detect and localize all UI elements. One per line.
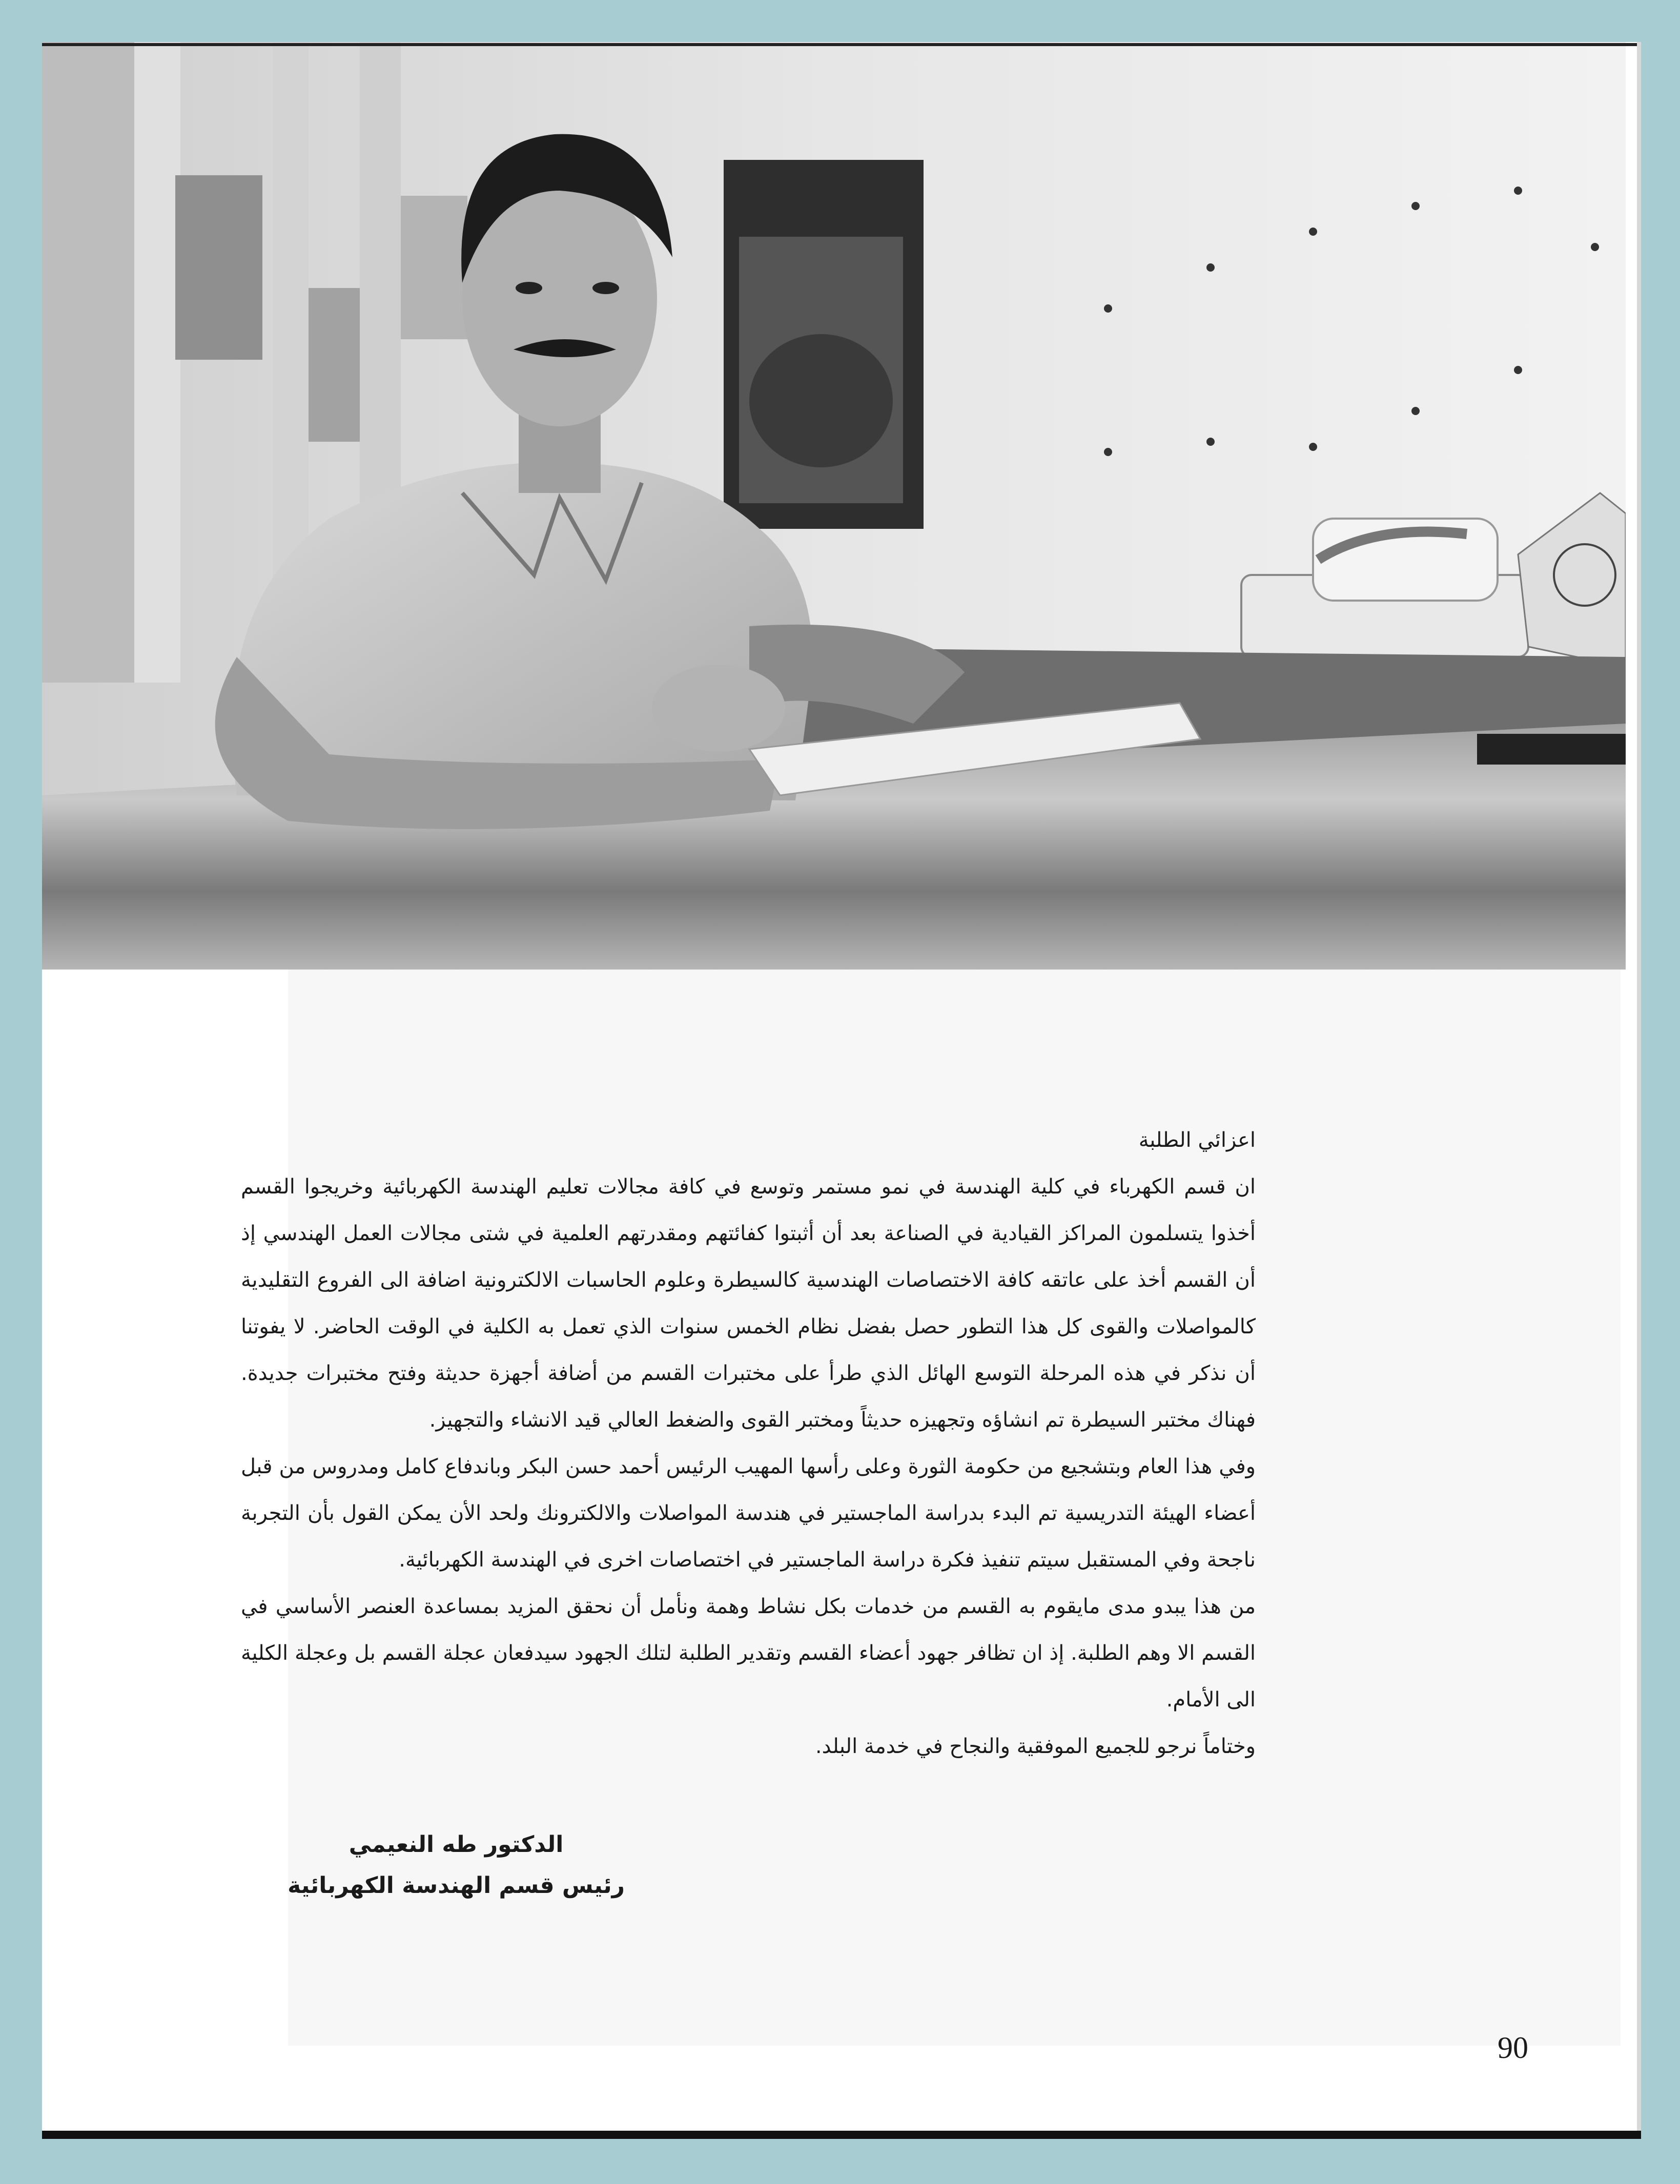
page-number: 90 (1498, 2031, 1528, 2065)
letter-paragraph: وختاماً نرجو للجميع الموفقية والنجاح في خدمة البلد. (815, 1735, 1256, 1758)
page-top-edge (42, 43, 1637, 46)
signature-block (287, 1824, 625, 1906)
scanned-page (42, 42, 1641, 2135)
page-bottom-edge (42, 2131, 1641, 2139)
portrait-photo (42, 42, 1626, 970)
letter-paragraph: من هذا يبدو مدى مايقوم به القسم من خدمات بكل نشاط وهمة ونأمل أن نحقق المزيد بمساعدة العنصر الأساسي في القسم الا وهم الطلبة. إذ ان تظافر جهود أعضاء القسم وتقدير الطلبة لتلك الجهود سيدفعان عجلة القسم بل وعجلة الكلية الى الأمام. (241, 1595, 1256, 1712)
letter-paragraph: ان قسم الكهرباء في كلية الهندسة في نمو مستمر وتوسع في كافة مجالات تعليم الهندسة الكهربائية وخريجوا القسم أخذوا يتسلمون المراكز القيادية في الصناعة بعد أن أثبتوا كفائتهم ومقدرتهم العلمية في شتى مجالات العمل الهندسي إذ أن القسم أخذ على عاتقه كافة الاختصاصات الهندسية كالسيطرة وعلوم الحاسبات الالكترونية اضافة الى الفروع التقليدية كالمواصلات والقوى كل هذا التطور حصل بفضل نظام الخمس سنوات الذي تعمل به الكلية في الوقت الحاضر. لا يفوتنا أن نذكر في هذه المرحلة التوسع الهائل الذي طرأ على مختبرات القسم من أضافة أجهزة حديثة وفتح مختبرات جديدة. فهناك مختبر السيطرة تم انشاؤه وتجهيزه حديثاً ومختبر القوى والضغط العالي قيد الانشاء والتجهيز. (241, 1175, 1256, 1432)
letter-paragraph: وفي هذا العام وبتشجيع من حكومة الثورة وعلى رأسها المهيب الرئيس أحمد حسن البكر وباندفاع كامل ومدروس من قبل أعضاء الهيئة التدريسية تم البدء بدراسة الماجستير في هندسة المواصلات والالكترونك ولحد الأن يمكن القول بأن التجربة ناجحة وفي المستقبل سيتم تنفيذ فكرة دراسة الماجستير في اختصاصات اخرى في الهندسة الكهربائية. (241, 1455, 1256, 1572)
letter-body (241, 1117, 1256, 1770)
signer-title: رئيس قسم الهندسة الكهربائية (288, 1872, 625, 1899)
letter-salutation: اعزائي الطلبة (1138, 1128, 1256, 1152)
signer-name: الدكتور طه النعيمي (349, 1831, 564, 1858)
